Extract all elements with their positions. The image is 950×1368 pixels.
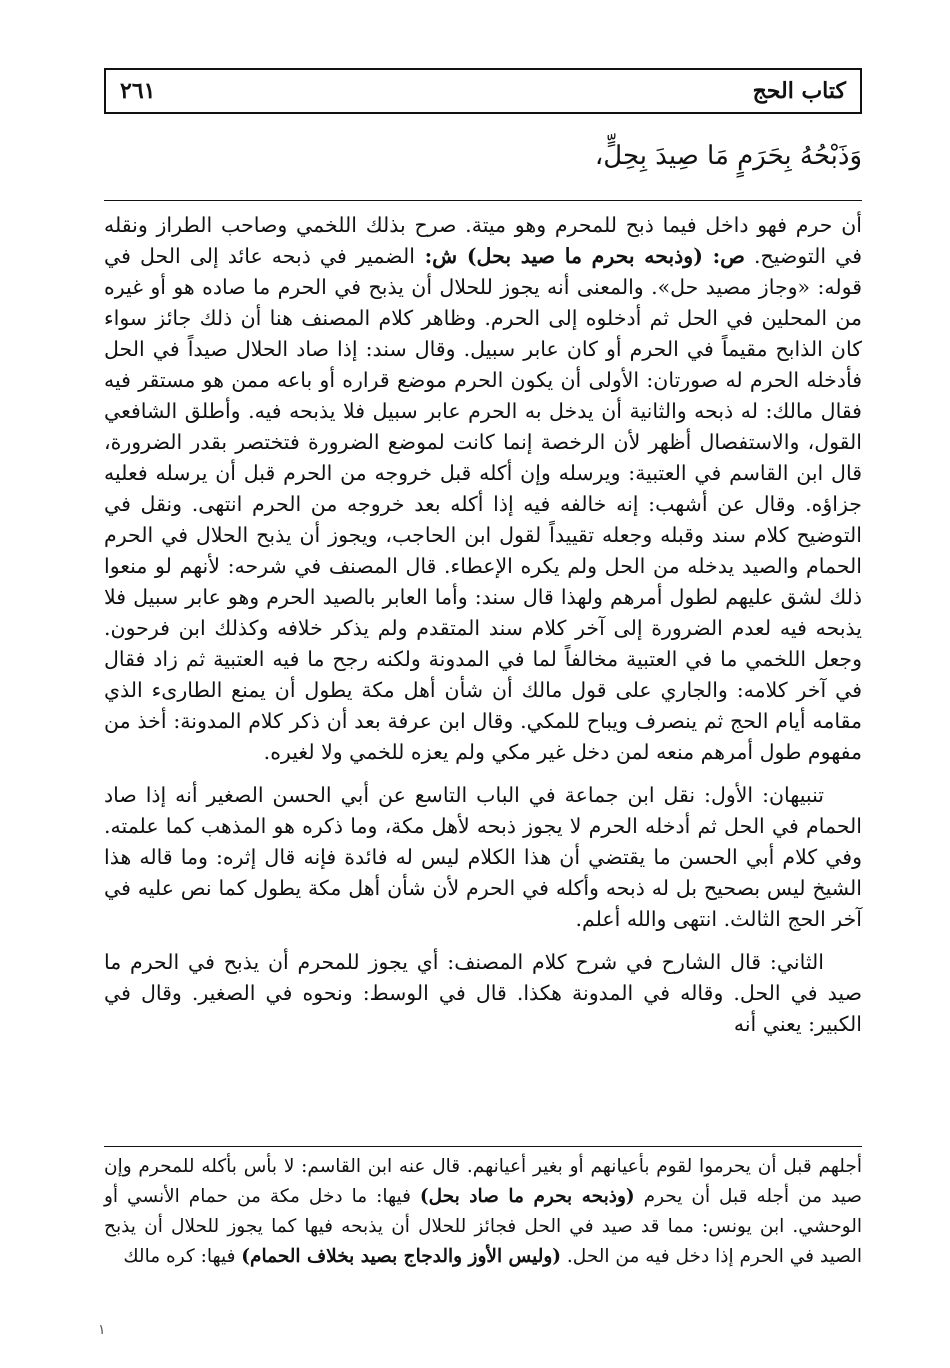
footnote-quote: (وليس الأوز والدجاج بصيد بخلاف الحمام) [241, 1246, 562, 1267]
shin-label: ش: [414, 244, 467, 268]
footnote-text: أجلهم قبل أن يحرموا لقوم بأعيانهم أو بغير أعيانهم. قال عنه ابن القاسم: لا بأس بأكله للمحرم وإن صيد من أجله قبل أن يحرم [104, 1156, 862, 1207]
matn-divider [104, 200, 862, 201]
commentary-paragraph-1 [104, 210, 862, 768]
footnote-divider [104, 1146, 862, 1147]
page-number: ٢٦١ [120, 78, 156, 104]
commentary-body [104, 210, 862, 1052]
commentary-paragraph-2: تنبيهان: الأول: نقل ابن جماعة في الباب التاسع عن أبي الحسن الصغير أنه إذا صاد الحمام في الحل ثم أدخله الحرم لا يجوز ذبحه لأهل مكة، وما ذكره هو المذهب كما علمته. وفي كلام أبي الحسن ما يقتضي أن هذا الكلام ليس له فائدة فإنه قال إثره: وما قاله هذا الشيخ ليس بصحيح بل له ذبحه وأكله في الحرم لأن شأن أهل مكة يطول كما نص عليه في آخر الحج الثالث. انتهى والله أعلم. [104, 783, 862, 931]
corner-mark: ١ [98, 1322, 106, 1338]
commentary-text: الضمير في ذبحه عائد إلى الحل في قوله: «وجاز مصيد حل». والمعنى أنه يجوز للحلال أن يذبح في الحرم ما صاده هو أو غيره من المحلين في الحل ثم أدخلوه إلى الحرم. وظاهر كلام المصنف هنا أن ذلك جائز سواء كان الذابح مقيماً في الحرم أو كان عابر سبيل. وقال سند: إذا صاد الحلال صيداً في الحل فأدخله الحرم له صورتان: الأولى أن يكون الحرم موضع قراره أو باعه ممن هو مستقر فيه فقال مالك: له ذبحه والثانية أن يدخل به الحرم عابر سبيل فلا يذبحه فيه. وأطلق الشافعي القول، والاستفصال أظهر لأن الرخصة إنما كانت لموضع الضرورة فتختصر بقدر الضرورة، قال ابن القاسم في العتبية: ويرسله وإن أكله قبل خروجه من الحرم قبل أن يرسله فعليه جزاؤه. وقال عن أشهب: إنه خالفه فيه إذا أكله بعد خروجه من الحرم انتهى. ونقل في التوضيح كلام سند وقبله وجعله تقييداً لقول ابن الحاجب، ويجوز أن يذبح الحلال في الحرم الحمام والصيد يدخله من الحل ولم يكره الإعطاء. قال المصنف في شرحه: لأنهم لو منعوا ذلك لشق عليهم لطول أمرهم ولهذا قال سند: وأما العابر بالصيد الحرم وهو عابر سبيل فلا يذبحه فيه لعدم الضرورة إلى آخر كلام سند المتقدم ولم يذكر خلافه وكذلك ابن فرحون. وجعل اللخمي ما في العتبية مخالفاً لما في المدونة ولكنه رجح ما فيه العتبية ثم زاد فقال في آخر كلامه: والجاري على قول مالك أن شأن أهل مكة يطول أن يمنع الطارىء الذي مقامه أيام الحج ثم ينصرف ويباح للمكي. وقال ابن عرفة بعد أن ذكر كلام المدونة: أخذ من مفهوم طول أمرهم منعه لمن دخل غير مكي ولم يعزه للخمي ولا لغيره. [104, 244, 862, 764]
footnote-block [104, 1152, 862, 1272]
book-title: كتاب الحج [752, 78, 846, 104]
commentary-text: أن حرم فهو داخل فيما ذبح للمحرم وهو ميتة. صرح بذلك اللخمي وصاحب الطراز ونقله في التوضيح. [104, 213, 862, 268]
commentary-paragraph-3: الثاني: قال الشارح في شرح كلام المصنف: أي يجوز للمحرم أن يذبح في الحرم ما صيد في الحل. وقاله في المدونة هكذا. قال في الوسط: ونحوه في الصغير. وقال في الكبير: يعني أنه [104, 950, 862, 1036]
sad-label: ص: [702, 244, 745, 268]
footnote-text: فيها: ما دخل مكة من حمام الأنسي أو الوحشي. ابن يونس: مما قد صيد في الحل فجائز للحلال أن يذبحه فيها كما يجوز للحلال أن يذبح الصيد في الحرم إذا دخل فيه من الحل. [104, 1186, 862, 1267]
matn-quote: (وذبحه بحرم ما صيد بحل) [466, 244, 703, 268]
footnote-paragraph [104, 1152, 862, 1272]
page-header [104, 68, 862, 114]
matn-text: وَذَبْحُهُ بِحَرَمٍ مَا صِيدَ بِحِلٍّ، [594, 141, 862, 171]
footnote-text: فيها: كره مالك [123, 1246, 242, 1267]
footnote-quote: (وذبحه بحرم ما صاد بحل) [419, 1186, 635, 1207]
